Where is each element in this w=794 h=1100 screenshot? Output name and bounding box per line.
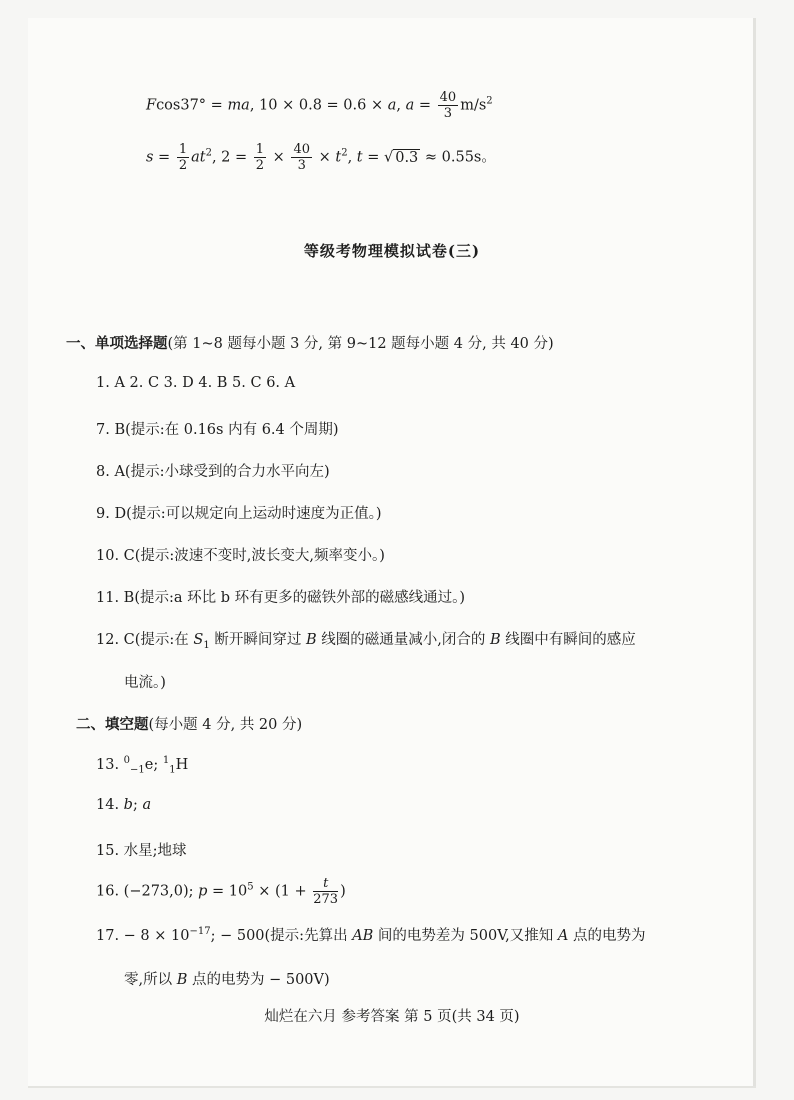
answer-text: p — [198, 883, 208, 900]
formula-text: ≈ 0.55s。 — [420, 149, 496, 166]
superscript: 0 — [123, 755, 131, 766]
answer-line: 8. A(提示:小球受到的合力水平向左) — [96, 464, 330, 480]
fraction-numerator: t — [313, 876, 338, 892]
formula-line-2 — [146, 142, 496, 173]
formula-text: × — [313, 149, 336, 166]
unit-text: m/s — [460, 97, 487, 114]
answer-text: 点的电势为 − 500V) — [187, 972, 330, 988]
answer-sheet-page — [28, 18, 756, 1088]
answer-text: S — [193, 632, 204, 648]
fraction-numerator: 1 — [255, 142, 265, 157]
answer-text: 间的电势差为 500V,又推知 — [373, 928, 558, 944]
page-footer: 灿烂在六月 参考答案 第 5 页(共 34 页) — [264, 1009, 520, 1025]
answer-text: 12. C(提示:在 — [96, 632, 194, 648]
fraction-denominator: 2 — [255, 158, 265, 173]
formula-text: a — [387, 97, 397, 114]
formula-text: at — [191, 149, 206, 166]
answer-text: ; − 500(提示:先算出 — [210, 928, 353, 944]
answer-text: 线圈的磁通量减小,闭合的 — [316, 632, 490, 648]
answer-text: 线圈中有瞬间的感应 — [500, 632, 636, 648]
answer-text: × (1 + — [253, 883, 312, 900]
answer-text: 点的电势为 — [568, 928, 646, 944]
fraction — [254, 142, 266, 173]
answer-text: B — [305, 632, 317, 648]
answer-12-continuation: 电流。) — [124, 675, 166, 691]
answer-14-line — [96, 797, 151, 813]
fraction-denominator: 273 — [313, 892, 339, 907]
answer-text: B — [489, 632, 501, 648]
scan-edge-shadow — [28, 1086, 756, 1088]
section-title: 二、填空题 — [76, 716, 149, 733]
subscript: 1 — [169, 764, 176, 776]
formula-text: × — [268, 149, 290, 166]
section-heading-2 — [76, 713, 302, 734]
answer-text: 13. — [96, 756, 124, 773]
answer-text: e; — [144, 756, 163, 773]
fraction-denominator: 3 — [297, 158, 306, 173]
formula-text: = — [414, 97, 436, 114]
unit-exponent: 2 — [486, 95, 493, 107]
answer-text: b — [123, 797, 133, 813]
scan-edge-shadow — [753, 18, 756, 1088]
answer-line: 7. B(提示:在 0.16s 内有 6.4 个周期) — [96, 422, 339, 438]
answer-text: 16. (−273,0); — [96, 883, 199, 900]
formula-text: ma — [227, 97, 250, 114]
formula-text: , 10 × 0.8 = 0.6 × — [249, 97, 388, 114]
answer-text: 14. — [96, 797, 124, 813]
formula-text: , — [396, 97, 406, 114]
answer-line: 9. D(提示:可以规定向上运动时速度为正值。) — [96, 506, 382, 522]
answer-text: = 10 — [207, 883, 248, 900]
answer-text: 断开瞬间穿过 — [209, 632, 306, 648]
answer-15-line: 15. 水星;地球 — [96, 843, 187, 859]
fraction-numerator: 40 — [439, 90, 457, 105]
formula-text: a — [405, 97, 415, 114]
answer-17-continuation — [124, 968, 330, 989]
answer-line: 10. C(提示:波速不变时,波长变大,频率变小。) — [96, 548, 385, 564]
fraction-numerator: 40 — [293, 142, 310, 157]
fraction — [438, 90, 459, 121]
answer-text: AB — [352, 928, 374, 944]
formula-line-1 — [146, 90, 493, 121]
fraction — [177, 142, 189, 173]
answer-12-line — [96, 628, 636, 651]
section-heading-1 — [66, 332, 554, 353]
superscript: 1 — [162, 755, 170, 766]
square-root-radicand: 0.3 — [395, 149, 419, 166]
answer-text: a — [142, 797, 152, 813]
formula-text: = √ — [362, 149, 394, 166]
exponent: 2 — [341, 147, 348, 159]
fraction — [291, 142, 312, 173]
exam-title: 等级考物理模拟试卷(三) — [303, 242, 481, 260]
answer-13-line — [96, 755, 188, 776]
answer-text: H — [175, 756, 189, 773]
exponent: 2 — [205, 147, 212, 159]
fraction-denominator: 2 — [178, 158, 188, 173]
fraction-numerator: 1 — [178, 142, 188, 157]
answer-line: 1. A 2. C 3. D 4. B 5. C 6. A — [96, 375, 296, 391]
answer-text: A — [557, 928, 569, 944]
section-note: (第 1~8 题每小题 3 分, 第 9~12 题每小题 4 分, 共 40 分) — [167, 336, 554, 352]
formula-text: t — [335, 149, 342, 166]
subscript: 1 — [203, 639, 210, 651]
answer-line: 11. B(提示:a 环比 b 环有更多的磁铁外部的磁感线通过。) — [96, 590, 466, 606]
fraction-denominator: 3 — [443, 106, 453, 121]
fraction — [313, 876, 338, 907]
formula-text: = — [153, 149, 175, 166]
answer-text: B — [176, 972, 188, 988]
formula-text: F — [146, 97, 157, 114]
section-note: (每小题 4 分, 共 20 分) — [148, 717, 303, 733]
formula-text: , 2 = — [211, 149, 252, 166]
answer-text: 17. − 8 × 10 — [96, 928, 190, 944]
subscript: −1 — [130, 764, 145, 776]
answer-text: 零,所以 — [124, 972, 177, 988]
formula-text: , — [347, 149, 357, 166]
superscript: 5 — [247, 881, 254, 893]
answer-text: ; — [132, 797, 143, 813]
superscript: −17 — [189, 926, 211, 938]
answer-text: ) — [340, 883, 346, 900]
answer-17-line — [96, 924, 645, 945]
answer-16-line — [96, 876, 346, 907]
formula-text: t — [356, 149, 363, 166]
section-title: 一、单项选择题 — [66, 335, 168, 352]
formula-text: s — [146, 149, 154, 166]
formula-text: cos37° = — [156, 97, 228, 114]
